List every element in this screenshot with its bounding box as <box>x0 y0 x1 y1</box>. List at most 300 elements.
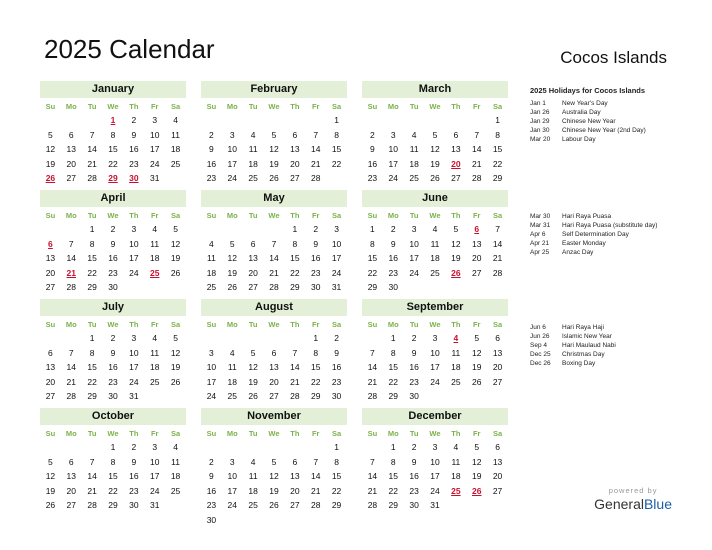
day-cell: 15 <box>388 471 398 481</box>
day-cell: 4 <box>250 456 256 467</box>
day-cell: 17 <box>430 471 440 481</box>
day-cell: 17 <box>206 376 217 387</box>
day-cell: 9 <box>313 238 319 249</box>
day-cell: 1 <box>89 333 95 343</box>
day-cell: 23 <box>388 267 398 278</box>
day-cell: 14 <box>269 253 279 263</box>
day-cell: 17 <box>227 158 237 169</box>
day-cell: 7 <box>370 347 375 358</box>
day-cell: 10 <box>129 347 139 358</box>
day-cell: 18 <box>227 376 237 387</box>
day-cell: 24 <box>149 158 160 169</box>
day-cell: 1 <box>89 224 95 234</box>
weekday-label: Tu <box>87 429 97 438</box>
weekday-label: Th <box>290 102 300 111</box>
month-name: March <box>362 81 508 98</box>
day-cell: 9 <box>411 347 417 358</box>
day-cell: 4 <box>250 129 256 140</box>
day-cell: 4 <box>152 224 158 234</box>
day-cell: 22 <box>310 376 321 387</box>
day-cell: 29 <box>492 173 503 183</box>
day-cell: 19 <box>170 362 181 372</box>
day-cell: 7 <box>292 347 298 358</box>
holiday-day: 29 <box>108 173 118 183</box>
day-cell: 8 <box>110 129 116 140</box>
day-cell: 20 <box>269 376 279 387</box>
day-cell: 25 <box>451 376 461 387</box>
day-cell: 6 <box>495 442 500 452</box>
weekday-label: Mo <box>387 102 399 111</box>
day-cell: 15 <box>290 253 300 263</box>
day-cell: 29 <box>87 282 97 292</box>
weekday-label: Sa <box>331 320 342 329</box>
day-cell: 12 <box>471 456 482 467</box>
empty-day <box>201 331 222 346</box>
brand-name-part2: Blue <box>643 496 672 512</box>
day-cell: 17 <box>331 253 342 263</box>
day-cell: 19 <box>471 362 482 372</box>
day-cell: 26 <box>269 500 279 510</box>
day-cell: 20 <box>290 158 300 169</box>
day-cell: 11 <box>451 347 461 358</box>
day-cell: 18 <box>149 362 160 372</box>
weekday-label: Fr <box>311 429 320 438</box>
day-cell: 24 <box>388 173 398 183</box>
holiday-day: 26 <box>451 267 461 278</box>
day-cell: 15 <box>367 253 378 263</box>
day-cell: 8 <box>292 238 298 249</box>
day-grid <box>362 440 508 513</box>
day-cell: 20 <box>45 267 56 278</box>
day-cell: 27 <box>45 391 56 401</box>
day-cell: 16 <box>367 158 378 169</box>
empty-day <box>362 113 383 128</box>
day-cell: 21 <box>87 158 97 169</box>
day-cell: 5 <box>48 129 53 140</box>
empty-day <box>243 440 264 455</box>
day-cell: 12 <box>430 144 440 154</box>
weekday-header <box>40 318 186 331</box>
day-cell: 16 <box>310 253 321 263</box>
day-cell: 16 <box>409 362 419 372</box>
weekday-label: Su <box>367 429 378 438</box>
empty-day <box>201 113 222 128</box>
day-cell: 5 <box>250 347 256 358</box>
day-cell: 26 <box>170 376 181 387</box>
holiday-date: Mar 20 <box>530 136 551 143</box>
day-cell: 10 <box>430 347 440 358</box>
day-cell: 18 <box>248 485 258 496</box>
page-title: 2025 Calendar <box>44 34 215 64</box>
day-cell: 28 <box>471 173 482 183</box>
day-cell: 27 <box>290 173 300 183</box>
holiday-entry <box>530 99 646 108</box>
holiday-date: Jan 1 <box>530 100 546 107</box>
day-cell: 25 <box>170 485 181 496</box>
day-cell: 11 <box>150 347 160 358</box>
day-cell: 28 <box>367 391 378 401</box>
day-cell: 30 <box>108 282 118 292</box>
holiday-entry <box>530 126 646 135</box>
day-cell: 31 <box>149 500 160 510</box>
month-december <box>362 408 508 513</box>
day-cell: 7 <box>68 347 74 358</box>
day-cell: 28 <box>492 267 503 278</box>
holiday-day: 25 <box>451 485 461 496</box>
day-cell: 6 <box>292 129 298 140</box>
month-name: October <box>40 408 186 425</box>
day-cell: 11 <box>430 238 440 249</box>
month-name: September <box>362 299 508 316</box>
day-cell: 22 <box>388 376 398 387</box>
day-cell: 18 <box>451 362 461 372</box>
day-cell: 15 <box>108 471 118 481</box>
day-cell: 9 <box>110 347 116 358</box>
empty-day <box>222 113 243 128</box>
day-cell: 10 <box>227 144 237 154</box>
day-cell: 1 <box>334 115 339 125</box>
weekday-label: Tu <box>87 320 97 329</box>
day-cell: 18 <box>248 158 258 169</box>
month-february <box>201 81 347 186</box>
weekday-label: Su <box>206 211 217 220</box>
day-cell: 10 <box>149 129 160 140</box>
day-cell: 2 <box>370 129 375 140</box>
day-cell: 3 <box>390 129 396 140</box>
day-cell: 25 <box>170 158 181 169</box>
empty-day <box>243 222 264 237</box>
day-cell: 31 <box>149 173 160 183</box>
day-cell: 25 <box>206 282 217 292</box>
weekday-label: Fr <box>311 211 320 220</box>
empty-day <box>362 440 383 455</box>
holiday-name: Boxing Day <box>562 360 596 367</box>
day-cell: 22 <box>87 267 97 278</box>
weekday-label: Tu <box>87 102 97 111</box>
day-cell: 12 <box>451 238 461 249</box>
day-cell: 21 <box>310 158 321 169</box>
day-cell: 19 <box>170 253 181 263</box>
holiday-list-title: 2025 Holidays for Cocos Islands <box>530 86 646 95</box>
day-cell: 13 <box>269 362 279 372</box>
day-cell: 6 <box>271 347 277 358</box>
day-cell: 27 <box>471 267 482 278</box>
weekday-label: Tu <box>409 102 419 111</box>
day-cell: 23 <box>108 376 118 387</box>
holiday-day: 25 <box>149 267 160 278</box>
day-cell: 30 <box>129 500 139 510</box>
weekday-label: Tu <box>409 429 419 438</box>
day-cell: 23 <box>129 158 139 169</box>
day-cell: 17 <box>227 485 237 496</box>
day-cell: 18 <box>206 267 217 278</box>
day-cell: 6 <box>68 129 74 140</box>
weekday-label: We <box>107 102 119 111</box>
day-cell: 20 <box>66 158 76 169</box>
empty-day <box>40 331 61 346</box>
weekday-label: Th <box>129 211 139 220</box>
day-grid <box>362 113 508 200</box>
empty-day <box>264 113 285 128</box>
day-cell: 4 <box>411 129 417 140</box>
weekday-label: Su <box>45 102 56 111</box>
day-cell: 29 <box>388 391 398 401</box>
day-cell: 30 <box>409 500 419 510</box>
weekday-label: We <box>268 320 280 329</box>
day-cell: 5 <box>173 333 178 343</box>
day-cell: 8 <box>89 238 95 249</box>
day-cell: 5 <box>229 238 235 249</box>
day-cell: 20 <box>66 485 76 496</box>
day-cell: 13 <box>248 253 258 263</box>
day-cell: 11 <box>248 471 258 481</box>
day-cell: 17 <box>430 362 440 372</box>
day-cell: 22 <box>388 485 398 496</box>
day-cell: 28 <box>310 173 321 183</box>
day-cell: 28 <box>66 282 76 292</box>
weekday-label: Fr <box>472 320 481 329</box>
day-cell: 28 <box>66 391 76 401</box>
weekday-header <box>40 427 186 440</box>
day-cell: 27 <box>492 376 503 387</box>
day-cell: 21 <box>87 485 97 496</box>
month-april <box>40 190 186 295</box>
weekday-label: Fr <box>472 211 481 220</box>
day-cell: 19 <box>45 485 56 496</box>
day-cell: 10 <box>227 471 237 481</box>
day-cell: 19 <box>430 158 440 169</box>
holiday-entry <box>530 350 616 359</box>
day-cell: 2 <box>209 456 214 467</box>
day-cell: 2 <box>313 224 319 234</box>
day-cell: 2 <box>390 224 396 234</box>
day-cell: 7 <box>474 129 480 140</box>
day-grid <box>40 222 186 295</box>
weekday-label: We <box>429 320 441 329</box>
day-cell: 18 <box>451 471 461 481</box>
day-cell: 3 <box>152 442 158 452</box>
day-cell: 27 <box>451 173 461 183</box>
weekday-label: Sa <box>492 429 503 438</box>
day-cell: 14 <box>66 253 76 263</box>
day-cell: 8 <box>89 347 95 358</box>
empty-day <box>466 113 487 128</box>
weekday-header <box>362 427 508 440</box>
day-cell: 12 <box>248 362 258 372</box>
day-cell: 5 <box>474 333 480 343</box>
day-cell: 15 <box>388 362 398 372</box>
day-cell: 14 <box>367 471 378 481</box>
day-cell: 4 <box>152 333 158 343</box>
weekday-label: We <box>268 429 280 438</box>
day-cell: 25 <box>149 376 160 387</box>
day-cell: 11 <box>150 238 160 249</box>
weekday-label: We <box>107 211 119 220</box>
weekday-header <box>40 100 186 113</box>
day-cell: 11 <box>171 129 180 140</box>
holiday-name: Christmas Day <box>562 351 605 358</box>
weekday-label: Fr <box>150 211 159 220</box>
day-cell: 23 <box>206 500 217 510</box>
brand-name-part1: General <box>594 496 644 512</box>
day-cell: 25 <box>248 173 258 183</box>
holiday-day: 20 <box>451 158 461 169</box>
day-cell: 4 <box>453 442 459 452</box>
weekday-label: Su <box>45 211 56 220</box>
day-cell: 14 <box>310 144 321 154</box>
day-cell: 29 <box>87 391 97 401</box>
day-cell: 16 <box>108 362 118 372</box>
empty-day <box>284 331 305 346</box>
day-cell: 11 <box>409 144 419 154</box>
weekday-label: Sa <box>331 429 342 438</box>
day-cell: 31 <box>331 282 342 292</box>
weekday-label: Mo <box>226 429 238 438</box>
weekday-label: Mo <box>226 211 238 220</box>
day-cell: 10 <box>388 144 398 154</box>
day-cell: 1 <box>390 333 396 343</box>
day-cell: 7 <box>89 456 95 467</box>
day-cell: 19 <box>471 471 482 481</box>
month-may <box>201 190 347 295</box>
weekday-label: Fr <box>472 429 481 438</box>
empty-day <box>82 440 103 455</box>
day-cell: 16 <box>129 144 139 154</box>
day-cell: 13 <box>45 362 56 372</box>
day-cell: 8 <box>390 347 396 358</box>
empty-day <box>284 113 305 128</box>
day-cell: 30 <box>310 282 321 292</box>
day-cell: 23 <box>331 376 342 387</box>
holiday-name: Chinese New Year <box>562 118 616 125</box>
holiday-date: Sep 4 <box>530 342 547 349</box>
day-cell: 16 <box>206 485 217 496</box>
empty-day <box>383 113 404 128</box>
empty-day <box>305 440 326 455</box>
day-cell: 29 <box>367 282 378 292</box>
empty-day <box>61 113 82 128</box>
day-cell: 22 <box>331 485 342 496</box>
weekday-label: Th <box>451 102 461 111</box>
empty-day <box>40 222 61 237</box>
empty-day <box>305 113 326 128</box>
day-cell: 14 <box>367 362 378 372</box>
empty-day <box>445 113 466 128</box>
day-cell: 17 <box>129 362 139 372</box>
day-cell: 17 <box>129 253 139 263</box>
day-cell: 30 <box>388 282 398 292</box>
empty-day <box>82 113 103 128</box>
day-cell: 11 <box>248 144 258 154</box>
day-cell: 30 <box>108 391 118 401</box>
day-cell: 22 <box>367 267 378 278</box>
holiday-section <box>530 86 646 144</box>
month-name: April <box>40 190 186 207</box>
holiday-day: 26 <box>45 173 56 183</box>
day-cell: 29 <box>331 500 342 510</box>
weekday-header <box>362 209 508 222</box>
weekday-label: Mo <box>387 429 399 438</box>
day-grid <box>201 113 347 186</box>
day-cell: 7 <box>495 224 500 234</box>
day-cell: 30 <box>409 391 419 401</box>
day-cell: 8 <box>390 456 396 467</box>
day-cell: 5 <box>453 224 459 234</box>
day-cell: 2 <box>131 442 137 452</box>
day-cell: 29 <box>310 391 321 401</box>
holiday-date: Jun 26 <box>530 333 550 340</box>
day-cell: 3 <box>334 224 339 234</box>
day-cell: 20 <box>248 267 258 278</box>
day-cell: 14 <box>471 144 482 154</box>
day-cell: 27 <box>66 500 76 510</box>
day-cell: 3 <box>131 224 137 234</box>
brand-footer <box>594 486 672 512</box>
empty-day <box>284 440 305 455</box>
weekday-label: Mo <box>65 320 77 329</box>
weekday-label: Th <box>451 429 461 438</box>
holiday-entry <box>530 341 616 350</box>
day-cell: 13 <box>290 471 300 481</box>
day-cell: 19 <box>248 376 258 387</box>
month-august <box>201 299 347 418</box>
day-cell: 22 <box>492 158 503 169</box>
day-cell: 5 <box>432 129 438 140</box>
day-cell: 24 <box>206 391 217 401</box>
weekday-label: We <box>107 429 119 438</box>
day-cell: 3 <box>131 333 137 343</box>
holiday-name: Islamic New Year <box>562 333 612 340</box>
day-cell: 26 <box>45 500 56 510</box>
day-cell: 18 <box>149 253 160 263</box>
holiday-name: New Year's Day <box>562 100 608 107</box>
empty-day <box>40 113 61 128</box>
day-cell: 7 <box>313 129 319 140</box>
holiday-entry <box>530 248 657 257</box>
empty-day <box>201 440 222 455</box>
day-cell: 6 <box>453 129 459 140</box>
weekday-label: Su <box>367 320 378 329</box>
day-cell: 8 <box>313 347 319 358</box>
month-name: July <box>40 299 186 316</box>
weekday-label: Fr <box>311 102 320 111</box>
holiday-name: Easter Monday <box>562 240 606 247</box>
weekday-label: Th <box>451 320 461 329</box>
weekday-label: Tu <box>248 102 258 111</box>
day-grid <box>201 440 347 527</box>
day-cell: 24 <box>331 267 342 278</box>
weekday-label: Sa <box>492 211 503 220</box>
day-cell: 24 <box>430 485 440 496</box>
day-cell: 13 <box>492 456 503 467</box>
weekday-label: Mo <box>65 102 77 111</box>
day-cell: 21 <box>492 253 503 263</box>
empty-day <box>222 440 243 455</box>
empty-day <box>362 331 383 346</box>
day-cell: 8 <box>110 456 116 467</box>
day-cell: 11 <box>227 362 237 372</box>
day-cell: 23 <box>108 267 118 278</box>
weekday-label: Tu <box>409 320 419 329</box>
day-cell: 6 <box>48 347 53 358</box>
weekday-label: Th <box>290 429 300 438</box>
empty-day <box>222 331 243 346</box>
day-cell: 6 <box>68 456 74 467</box>
day-cell: 27 <box>492 485 503 496</box>
day-cell: 13 <box>66 144 76 154</box>
day-cell: 12 <box>45 471 56 481</box>
day-cell: 9 <box>411 456 417 467</box>
